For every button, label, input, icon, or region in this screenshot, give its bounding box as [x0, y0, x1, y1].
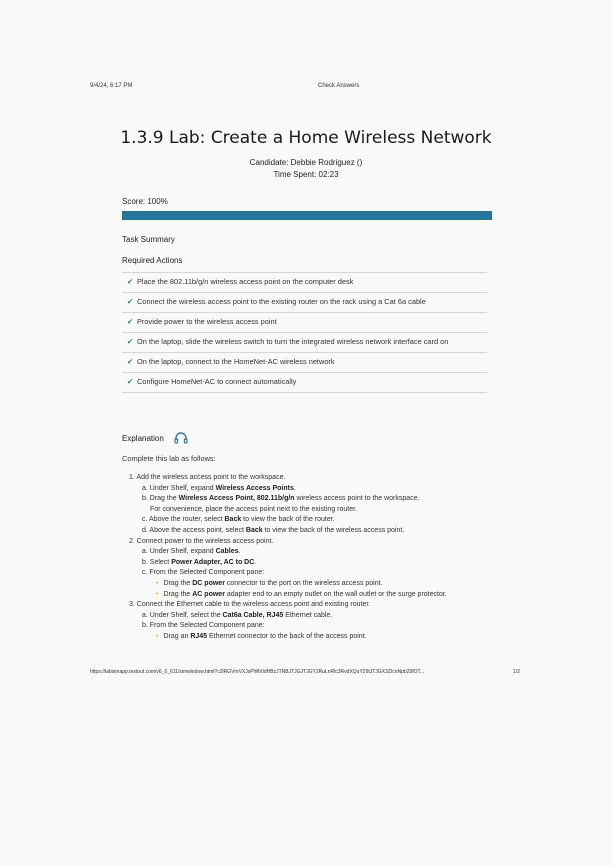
action-item — [122, 332, 487, 352]
step-3: 3. Connect the Ethernet cable to the wireless access point and existing router. — [129, 601, 371, 609]
check-icon: ✔ — [127, 297, 134, 306]
action-text: On the laptop, slide the wireless switch to turn the integrated wireless network interface card on — [137, 337, 449, 346]
required-actions-heading: Required Actions — [122, 256, 183, 265]
step-1b: b. Drag the Wireless Access Point, 802.11b/g/n wireless access point to the workspace. — [142, 495, 420, 503]
step-2a: a. Under Shelf, expand Cables. — [142, 548, 241, 556]
step-3b: b. From the Selected Component pane: — [142, 622, 265, 630]
step-1d: d. Above the access point, select Back to view the back of the wireless access point. — [142, 526, 405, 534]
bullet-icon: • — [156, 579, 159, 587]
check-icon: ✔ — [127, 377, 134, 386]
score-progress-bar — [122, 211, 492, 220]
action-item — [122, 272, 487, 292]
step-2b: b. Select Power Adapter, AC to DC. — [142, 558, 257, 566]
action-text: On the laptop, connect to the HomeNet-AC wireless network — [137, 357, 335, 366]
print-doc-title: Check Answers — [318, 83, 360, 89]
action-item — [122, 372, 487, 393]
explanation-heading — [122, 432, 188, 444]
step-1a: a. Under Shelf, expand Wireless Access Points. — [142, 484, 296, 492]
page-title: 1.3.9 Lab: Create a Home Wireless Network — [120, 128, 492, 148]
explanation-steps — [122, 473, 502, 643]
bullet-icon: • — [156, 632, 159, 640]
print-datetime: 9/4/24, 6:17 PM — [90, 83, 133, 89]
action-item — [122, 292, 487, 312]
action-text: Connect the wireless access point to the existing router on the rack using a Cat 6a cable — [137, 297, 426, 306]
step-2: 2. Connect power to the wireless access point. — [129, 537, 274, 545]
action-item — [122, 312, 487, 332]
step-2c: c. From the Selected Component pane: — [142, 569, 265, 577]
action-text: Provide power to the wireless access point — [137, 317, 277, 326]
time-spent-line: Time Spent: 02:23 — [273, 170, 339, 179]
step-1b-continued: For convenience, place the access point next to the existing router. — [150, 505, 358, 513]
action-item — [122, 352, 487, 372]
score-label: Score: 100% — [122, 197, 168, 206]
task-summary-heading: Task Summary — [122, 235, 175, 244]
print-page-number: 1/2 — [513, 669, 520, 675]
check-icon: ✔ — [127, 357, 134, 366]
step-2c-bullet-2: • Drag the AC power adapter end to an empty outlet on the wall outlet or the surge protector. — [156, 590, 447, 598]
check-icon: ✔ — [127, 337, 134, 346]
explanation-label: Explanation — [122, 433, 164, 443]
score-progress-fill — [122, 211, 492, 220]
required-actions-list — [122, 272, 487, 393]
action-text: Place the 802.11b/g/n wireless access point on the computer desk — [137, 277, 354, 286]
step-1c: c. Above the router, select Back to view the back of the router. — [142, 516, 335, 524]
step-3b-bullet-1: • Drag an RJ45 Ethernet connector to the back of the access point. — [156, 632, 367, 640]
step-3a: a. Under Shelf, select the Cat6a Cable, RJ45 Ethernet cable. — [142, 611, 333, 619]
action-text: Configure HomeNet-AC to connect automatically — [137, 377, 297, 386]
bullet-icon: • — [156, 590, 159, 598]
step-1: 1. Add the wireless access point to the workspace. — [129, 474, 286, 481]
print-url: https://labsimapp.testout.com/v6_0_611/simwindow.html?c2lRGVmVXJsPWh0dHBzJTNBJTJGJTJGY2RuLnRlc3RvdXQuY29tJTJGX3ZIcnNpb25fOT... — [90, 669, 425, 675]
headphones-icon[interactable] — [174, 432, 188, 444]
step-2c-bullet-1: • Drag the DC power connector to the port on the wireless access point. — [156, 579, 383, 587]
check-icon: ✔ — [127, 317, 134, 326]
check-icon: ✔ — [127, 277, 134, 286]
candidate-line: Candidate: Debbie Rodriguez () — [249, 158, 363, 167]
explanation-intro: Complete this lab as follows: — [122, 454, 216, 463]
